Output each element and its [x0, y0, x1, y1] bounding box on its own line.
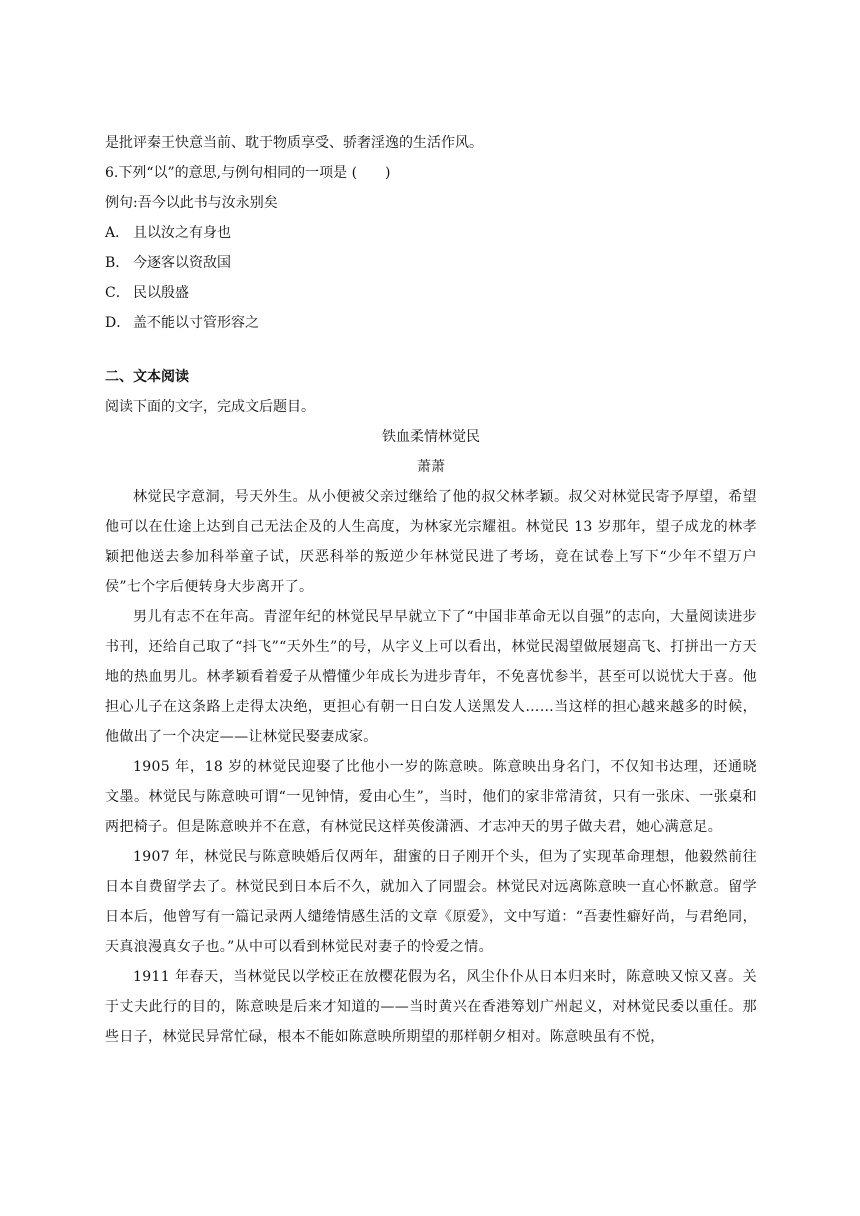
option-text: 盖不能以寸管形容之 [133, 315, 259, 331]
article-paragraph-4: 1907 年，林觉民与陈意映婚后仅两年，甜蜜的日子刚开个头，但为了实现革命理想，他毅然前往日本自费留学去了。林觉民到日本后不久，就加入了同盟会。林觉民对远离陈意映一直心怀歉意。留学日本后，他曾写有一篇记录两人缱绻情感生活的文章《原爱》，文中写道：“吾妻性癖好尚，与君绝同，天真浪漫真女子也。”从中可以看到林觉民对妻子的怜爱之情。 [105, 849, 757, 955]
option-letter: C． [105, 285, 130, 301]
article-paragraph-2: 男儿有志不在年高。青涩年纪的林觉民早早就立下了“中国非革命无以自强”的志向，大量阅读进步书刊，还给自己取了“抖飞”“天外生”的号，从字义上可以看出，林觉民渴望做展翅高飞、打拼出一方天地的热血男儿。林孝颖看着爱子从懵懂少年成长为进步青年，不免喜忧参半，甚至可以说忧大于喜。他担心儿子在这条路上走得太决绝，更担心有朝一日白发人送黑发人……当这样的担心越来越多的时候，他做出了一个决定——让林觉民娶妻成家。 [105, 609, 757, 745]
section-heading: 二、文本阅读 [105, 369, 189, 385]
option-text: 且以汝之有身也 [133, 225, 231, 241]
section-reading [105, 362, 757, 1052]
article-paragraph-1: 林觉民字意洞，号天外生。从小便被父亲过继给了他的叔父林孝颖。叔父对林觉民寄予厚望，希望他可以在仕途上达到自己无法企及的人生高度，为林家光宗耀祖。林觉民 13 岁那年，望子成龙的林孝颖把他送去参加科举童子试，厌恶科举的叛逆少年林觉民进了考场，竟在试卷上写下“少年不望万户侯”七个字后便转身大步离开了。 [105, 489, 757, 595]
option-c [105, 278, 757, 308]
option-letter: B． [105, 255, 130, 271]
document-page [105, 128, 757, 1052]
reading-instruction: 阅读下面的文字，完成文后题目。 [105, 399, 315, 415]
article-paragraph-5: 1911 年春天，当林觉民以学校正在放樱花假为名，风尘仆仆从日本归来时，陈意映又惊又喜。关于丈夫此行的目的，陈意映是后来才知道的——当时黄兴在香港筹划广州起义，对林觉民委以重任。那些日子，林觉民异常忙碌，根本不能如陈意映所期望的那样朝夕相对。陈意映虽有不悦， [105, 969, 757, 1045]
question-6 [105, 158, 757, 338]
article-title: 铁血柔情林觉民 [382, 429, 480, 445]
previous-answer-text: 是批评秦王快意当前、耽于物质享受、骄奢淫逸的生活作风。 [105, 135, 483, 151]
option-letter: A． [105, 225, 130, 241]
article-author: 萧萧 [417, 459, 445, 475]
article-paragraph-3: 1905 年，18 岁的林觉民迎娶了比他小一岁的陈意映。陈意映出身名门，不仅知书达理，还通晓文墨。林觉民与陈意映可谓“一见钟情，爱由心生”，当时，他们的家非常清贫，只有一张床、一张桌和两把椅子。但是陈意映并不在意，有林觉民这样英俊潇洒、才志冲天的男子做夫君，她心满意足。 [105, 759, 757, 835]
option-text: 民以殷盛 [133, 285, 189, 301]
question-example: 例句:吾今以此书与汝永别矣 [105, 195, 278, 211]
option-text: 今逐客以资敌国 [133, 255, 231, 271]
option-b [105, 248, 757, 278]
question-stem: 6.下列“以”的意思,与例句相同的一项是 ( ) [105, 165, 391, 181]
option-d [105, 308, 757, 338]
option-letter: D． [105, 315, 131, 331]
option-a [105, 218, 757, 248]
